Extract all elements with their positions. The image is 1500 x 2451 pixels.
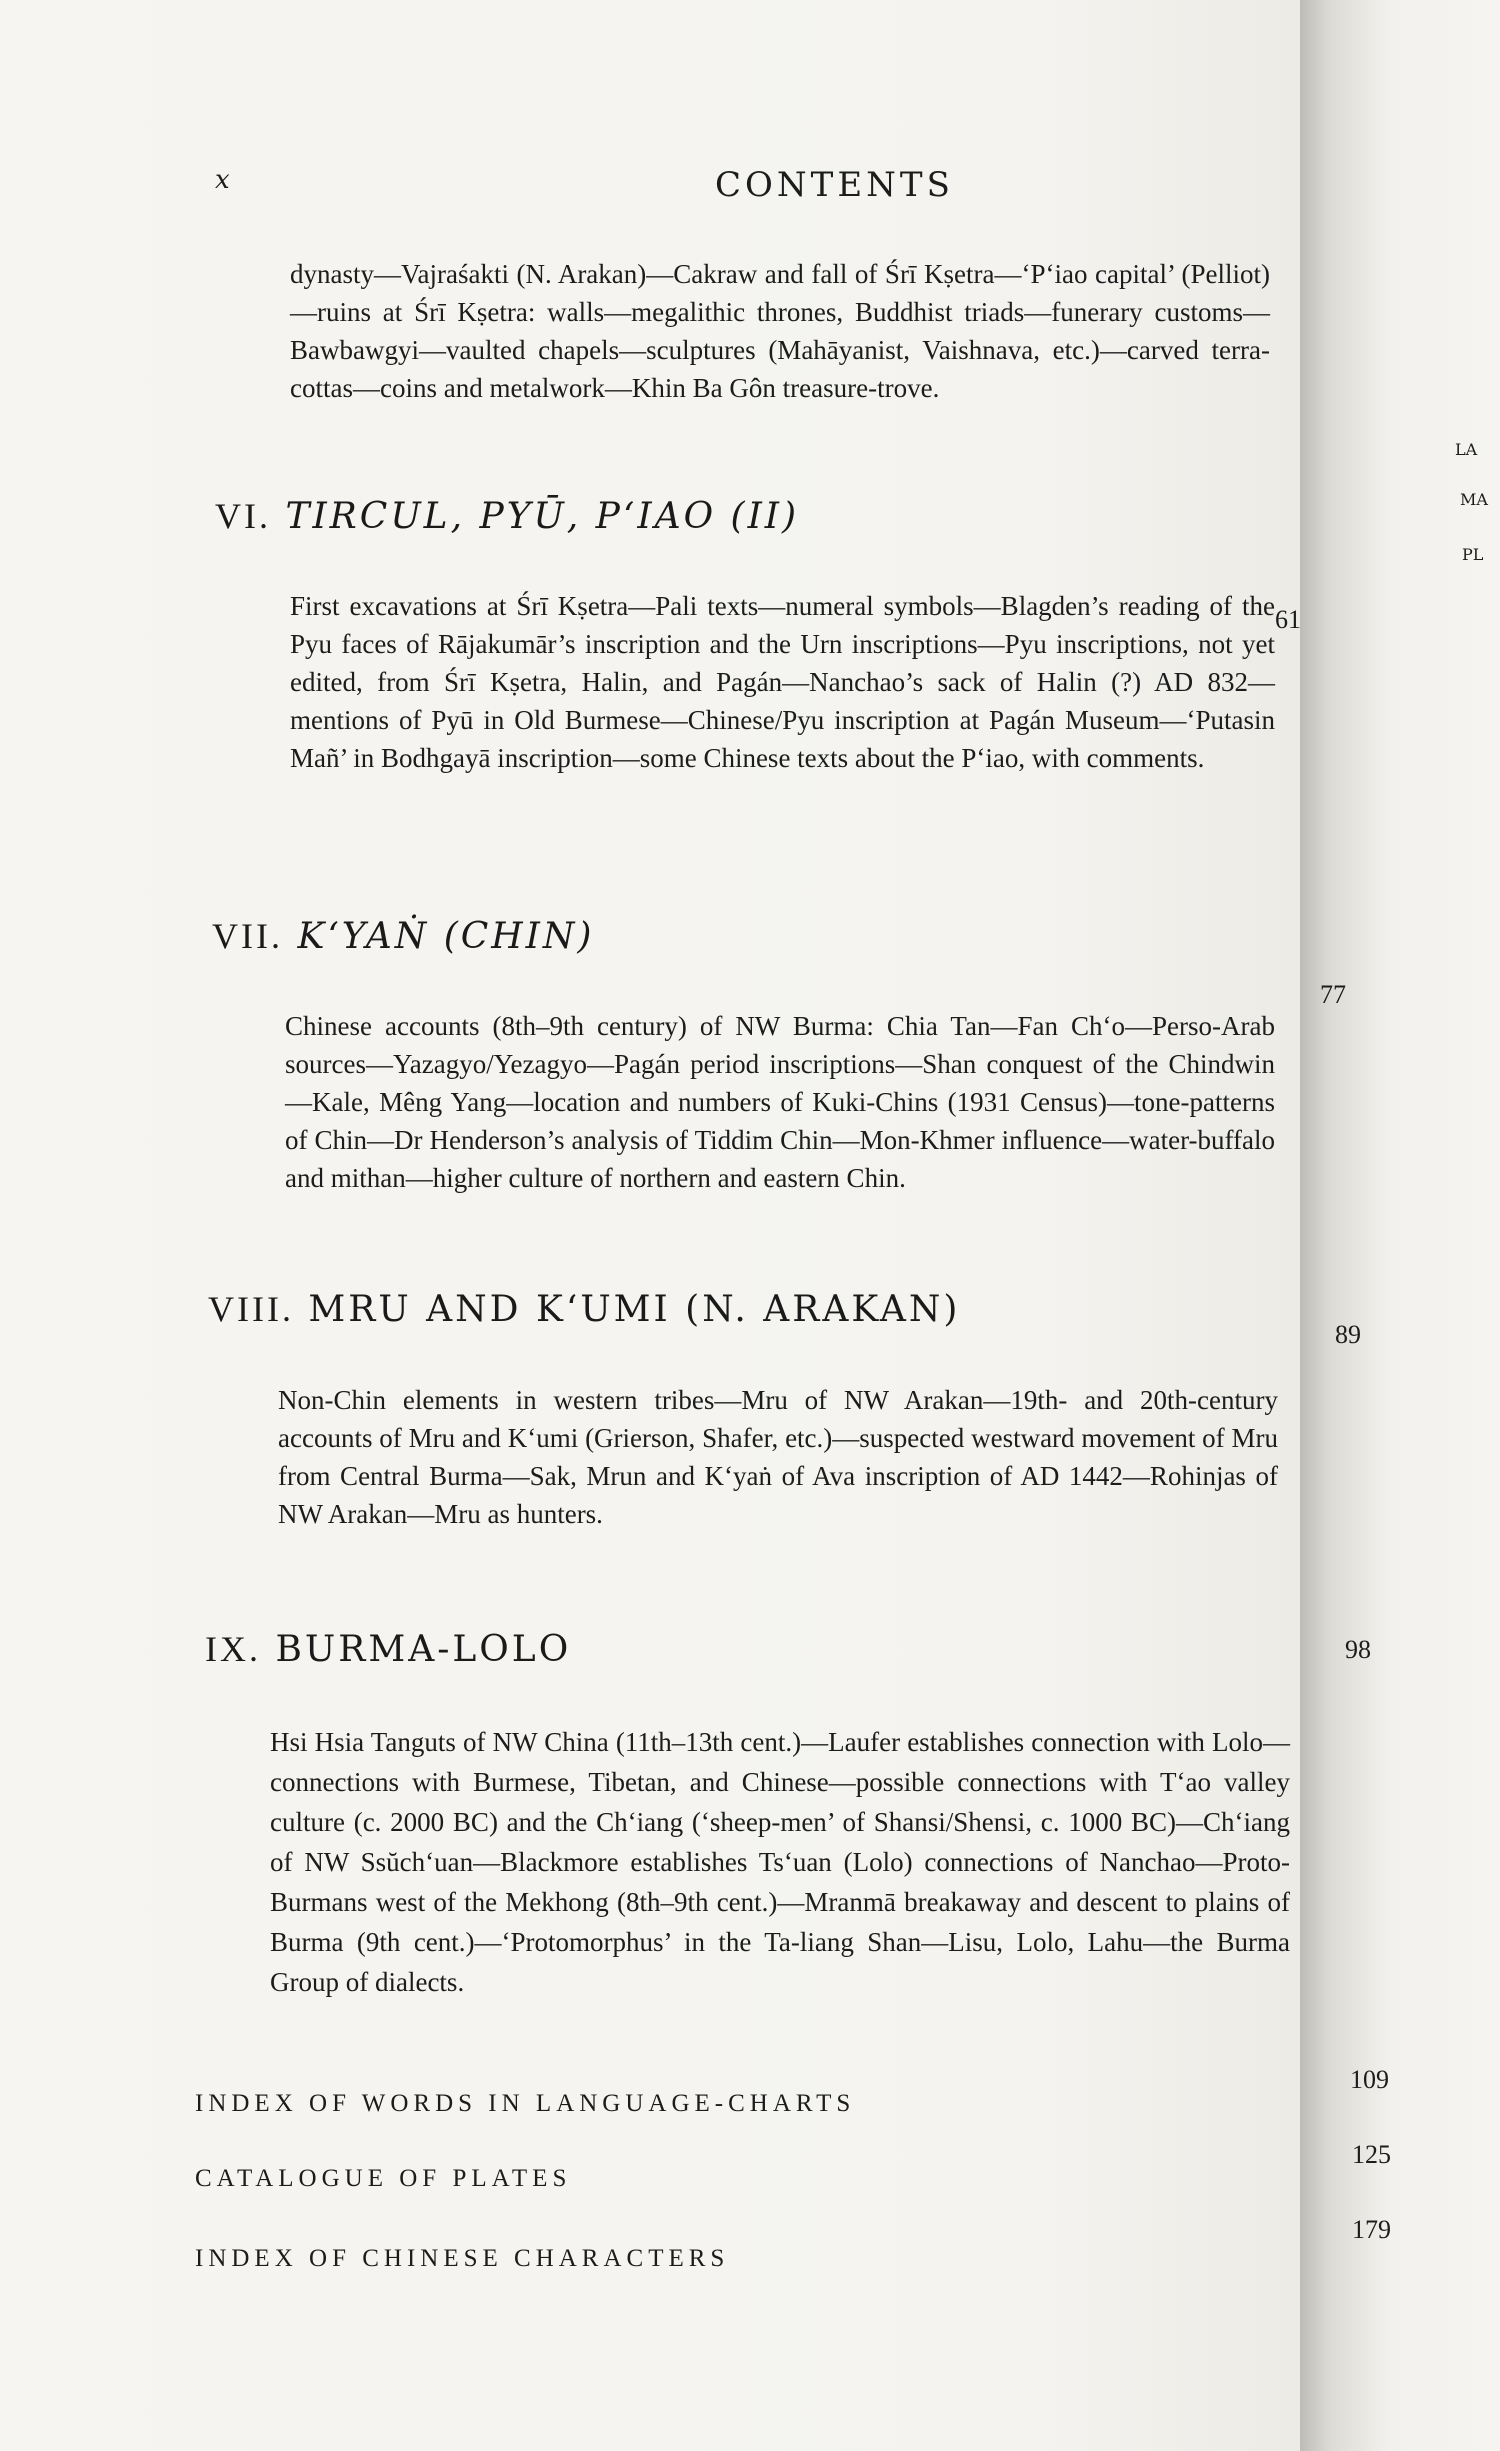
chapter-heading-viii[interactable] [208, 1288, 960, 1330]
facing-page-fragment: MA [1460, 490, 1488, 509]
chapter-numeral: IX. [205, 1629, 261, 1669]
chapter-heading-ix[interactable] [205, 1628, 571, 1670]
facing-page-fragment: PL [1462, 545, 1484, 564]
chapter-summary-viii: Non-Chin elements in western tribes—Mru of NW Arakan—19th- and 20th-century accounts of Mru and K‘umi (Grierson, Shafer, etc.)—suspected westward movement of Mru from Central Burma—Sak, Mrun and K‘yaṅ of Ava inscription of AD 1442—Rohinjas of NW Arakan—Mru as hunters. [278, 1385, 1278, 1529]
chapter-summary-continued: dynasty—Vajraśakti (N. Arakan)—Cakraw and fall of Śrī Kṣetra—‘P‘iao capital’ (Pelliot)—ruins at Śrī Kṣetra: walls—megalithic thrones, Buddhist triads—funerary customs—Bawbawgyi—vaulted chapels—sculptures (Mahāyanist, Vaishnava, etc.)—carved terra-cottas—coins and metalwork—Khin Ba Gôn treasure-trove. [290, 259, 1270, 403]
chapter-numeral: VII. [212, 916, 283, 956]
entry-title: INDEX OF CHINESE CHARACTERS [195, 2245, 730, 2272]
chapter-title: BURMA-LOLO [275, 1629, 572, 1670]
chapter-summary-ix: Hsi Hsia Tanguts of NW China (11th–13th cent.)—Laufer establishes connection with Lolo—connections with Burmese, Tibetan, and Chinese—possible connections with T‘ao valley culture (c. 2000 BC) and the Ch‘iang (‘sheep-men’ of Shansi/Shensi, c. 1000 BC)—Ch‘iang of NW Ssŭch‘uan—Blackmore establishes Ts‘uan (Lolo) connections of Nanchao—Proto-Burmans west of the Mekhong (8th–9th cent.)—Mranmā breakaway and descent to plains of Burma (9th cent.)—‘Protomorphus’ in the Ta-liang Shan—Lisu, Lolo, Lahu—the Burma Group of dialects. [270, 1727, 1290, 1997]
running-title: CONTENTS [715, 165, 954, 205]
back-matter-entry[interactable] [195, 2165, 571, 2193]
page-ref-catalogue-plates[interactable]: 125 [1352, 2140, 1391, 2169]
entry-title: INDEX OF WORDS IN LANGUAGE-CHARTS [195, 2090, 856, 2117]
page-ref-vi[interactable]: 61 [1275, 605, 1301, 634]
page-ref-index-words[interactable]: 109 [1350, 2065, 1389, 2094]
chapter-summary-vi: First excavations at Śrī Kṣetra—Pali texts—numeral symbols—Blagden’s reading of the Pyu faces of Rājakumār’s inscription and the Urn inscriptions—Pyu inscriptions, not yet edited, from Śrī Kṣetra, Halin, and Pagán—Nanchao’s sack of Halin (?) AD 832—mentions of Pyū in Old Burmese—Chinese/Pyu inscription at Pagán Museum—‘Putasin Mañ’ in Bodhgayā inscription—some Chinese texts about the P‘iao, with comments. [290, 591, 1275, 773]
chapter-title: MRU AND K‘UMI (N. ARAKAN) [308, 1289, 961, 1330]
chapter-title: TIRCUL, PYŪ, P‘IAO (II) [285, 496, 800, 537]
page-ref-viii[interactable]: 89 [1335, 1320, 1361, 1349]
chapter-summary-vii: Chinese accounts (8th–9th century) of NW Burma: Chia Tan—Fan Ch‘o—Perso-Arab sources—Yazagyo/Yezagyo—Pagán period inscriptions—Shan conquest of the Chindwin—Kale, Mêng Yang—location and numbers of Kuki-Chins (1931 Census)—tone-patterns of Chin—Dr Henderson’s analysis of Tiddim Chin—Mon-Khmer influence—water-buffalo and mithan—higher culture of northern and eastern Chin. [285, 1011, 1275, 1193]
back-matter-entry[interactable] [195, 2090, 855, 2118]
chapter-numeral: VI. [215, 496, 271, 536]
page-ref-index-chinese[interactable]: 179 [1352, 2215, 1391, 2244]
running-header [215, 165, 1215, 215]
page-ref-ix[interactable]: 98 [1345, 1635, 1371, 1664]
chapter-heading-vii[interactable] [212, 915, 594, 957]
facing-page-edge [1300, 0, 1500, 2451]
facing-page-fragment: LA [1455, 440, 1478, 459]
entry-title: CATALOGUE OF PLATES [195, 2165, 572, 2192]
chapter-heading-vi[interactable] [215, 495, 799, 537]
chapter-title: K‘YAṄ (CHIN) [297, 916, 595, 957]
page-number: x [215, 165, 230, 195]
page-ref-vii[interactable]: 77 [1320, 980, 1346, 1009]
back-matter-entry[interactable] [195, 2245, 729, 2273]
chapter-numeral: VIII. [208, 1289, 294, 1329]
